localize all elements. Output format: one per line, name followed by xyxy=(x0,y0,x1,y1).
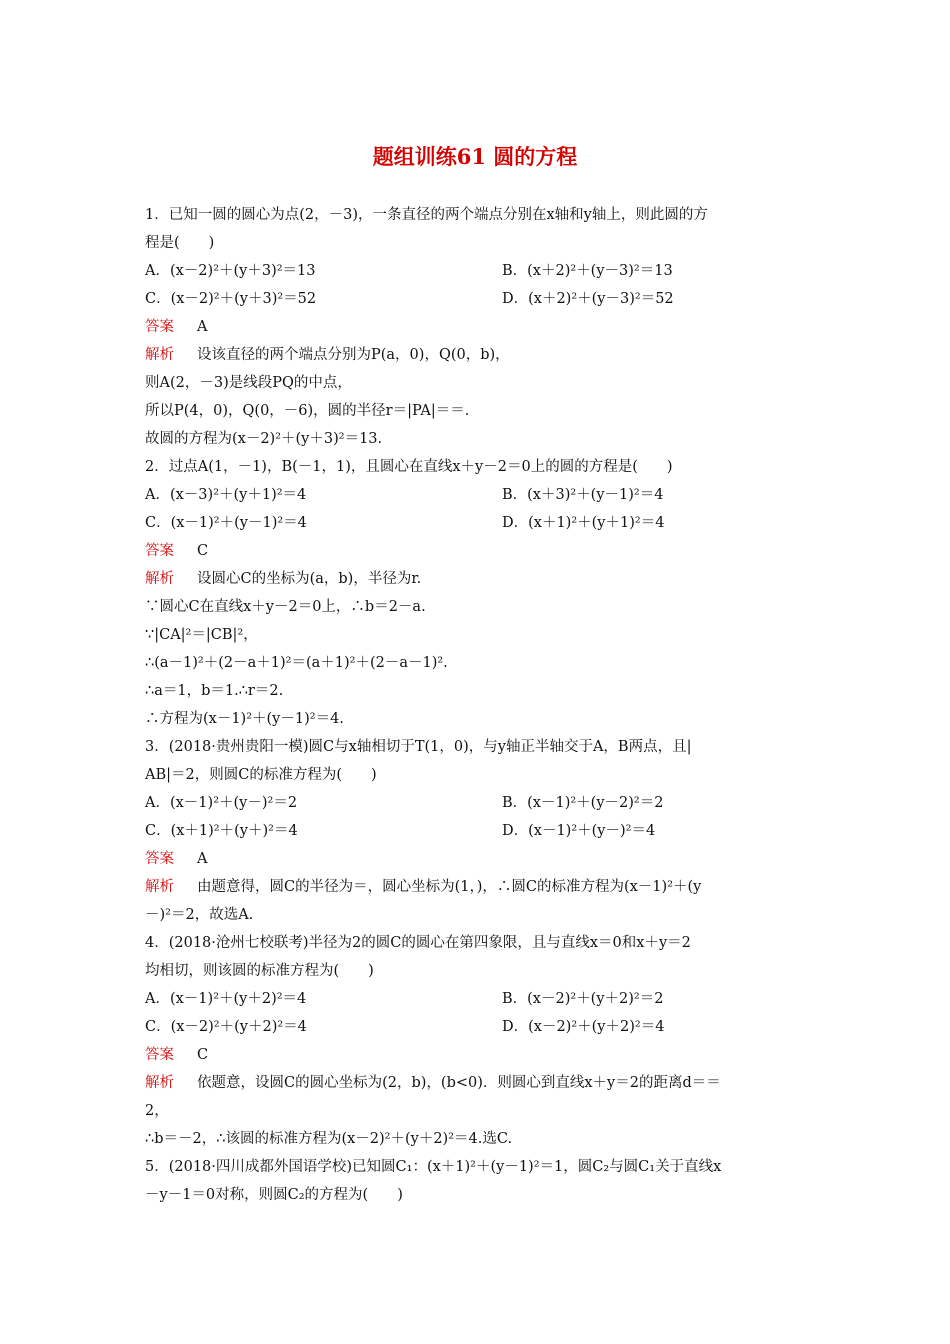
q3-stem-line-2: AB|＝2，则圆C的标准方程为( ) xyxy=(145,767,377,783)
q2-analysis-line: ∴(a－1)²＋(2－a＋1)²＝(a＋1)²＋(2－a－1)². xyxy=(145,655,448,671)
analysis-label: 解析 xyxy=(145,1075,174,1091)
q5-stem-line-1: 5．(2018·四川成都外国语学校)已知圆C₁：(x＋1)²＋(y－1)²＝1，圆C₂与圆C₁关于直线x xyxy=(145,1159,722,1175)
q2-option-d: D．(x＋1)²＋(y＋1)²＝4 xyxy=(502,515,665,531)
answer-label: 答案 xyxy=(145,543,174,559)
q1-analysis-row xyxy=(145,345,510,365)
q2-analysis-line: ∴方程为(x－1)²＋(y－1)²＝4. xyxy=(145,711,344,727)
q4-analysis-line: 2， xyxy=(145,1103,169,1119)
answer-label: 答案 xyxy=(145,1047,174,1063)
q1-option-a: A．(x－2)²＋(y＋3)²＝13 xyxy=(145,263,316,279)
q2-answer-row xyxy=(145,541,208,561)
q1-answer: A xyxy=(197,319,208,335)
q4-stem-line-2: 均相切，则该圆的标准方程为( ) xyxy=(145,963,374,979)
analysis-label: 解析 xyxy=(145,347,174,363)
q3-option-d: D．(x－1)²＋(y－)²＝4 xyxy=(502,823,656,839)
q2-stem-line-1: 2．过点A(1，－1)，B(－1，1)，且圆心在直线x＋y－2＝0上的圆的方程是( ) xyxy=(145,459,673,475)
q3-stem-line-1: 3．(2018·贵州贵阳一模)圆C与x轴相切于T(1，0)，与y轴正半轴交于A，B两点，且| xyxy=(145,739,692,755)
q1-option-c: C．(x－2)²＋(y＋3)²＝52 xyxy=(145,291,317,307)
q3-answer-row xyxy=(145,849,207,869)
q4-analysis-row xyxy=(145,1073,721,1093)
q3-option-a: A．(x－1)²＋(y－)²＝2 xyxy=(145,795,298,811)
q2-option-b: B．(x＋3)²＋(y－1)²＝4 xyxy=(502,487,664,503)
q3-analysis-line: －)²＝2，故选A. xyxy=(145,907,254,923)
q3-option-c: C．(x＋1)²＋(y＋)²＝4 xyxy=(145,823,298,839)
q2-analysis-line: 设圆心C的坐标为(a，b)，半径为r. xyxy=(197,571,422,587)
page-title: 题组训练61 圆的方程 xyxy=(372,144,578,169)
q4-option-a: A．(x－1)²＋(y＋2)²＝4 xyxy=(145,991,307,1007)
q4-answer-row xyxy=(145,1045,208,1065)
q3-option-b: B．(x－1)²＋(y－2)²＝2 xyxy=(502,795,664,811)
q4-analysis-line: 依题意，设圆C的圆心坐标为(2，b)，(b<0)．则圆心到直线x＋y＝2的距离d＝＝ xyxy=(197,1075,721,1091)
q1-analysis-line: 设该直径的两个端点分别为P(a，0)，Q(0，b)， xyxy=(197,347,510,363)
q5-stem-line-2: －y－1＝0对称，则圆C₂的方程为( ) xyxy=(145,1187,403,1203)
q4-option-c: C．(x－2)²＋(y＋2)²＝4 xyxy=(145,1019,307,1035)
answer-label: 答案 xyxy=(145,851,174,867)
q1-option-d: D．(x＋2)²＋(y－3)²＝52 xyxy=(502,291,674,307)
analysis-label: 解析 xyxy=(145,571,174,587)
q1-analysis-line: 故圆的方程为(x－2)²＋(y＋3)²＝13. xyxy=(145,431,383,447)
q4-answer: C xyxy=(197,1047,209,1063)
q3-analysis-row xyxy=(145,877,701,897)
q2-answer: C xyxy=(197,543,209,559)
analysis-label: 解析 xyxy=(145,879,174,895)
q2-option-a: A．(x－3)²＋(y＋1)²＝4 xyxy=(145,487,307,503)
q1-stem-line-2: 程是( ) xyxy=(145,235,215,251)
q1-answer-row xyxy=(145,317,207,337)
q4-stem-line-1: 4．(2018·沧州七校联考)半径为2的圆C的圆心在第四象限，且与直线x＝0和x＋y＝2 xyxy=(145,935,691,951)
q4-option-b: B．(x－2)²＋(y＋2)²＝2 xyxy=(502,991,664,1007)
q2-analysis-line: ∴a＝1，b＝1.∴r＝2. xyxy=(145,683,284,699)
q2-analysis-line: ∵|CA|²＝|CB|²， xyxy=(145,627,258,643)
q1-analysis-line: 则A(2，－3)是线段PQ的中点， xyxy=(145,375,352,391)
answer-label: 答案 xyxy=(145,319,174,335)
q3-analysis-line: 由题意得，圆C的半径为＝，圆心坐标为(1，)，∴圆C的标准方程为(x－1)²＋(y xyxy=(197,879,702,895)
q1-analysis-line: 所以P(4，0)，Q(0，－6)，圆的半径r＝|PA|＝＝. xyxy=(145,403,470,419)
q2-analysis-line: ∵圆心C在直线x＋y－2＝0上，∴b＝2－a. xyxy=(145,599,426,615)
q1-stem-line-1: 1．已知一圆的圆心为点(2，－3)，一条直径的两个端点分别在x轴和y轴上，则此圆的方 xyxy=(145,207,708,223)
q2-analysis-row xyxy=(145,569,421,589)
q4-analysis-line: ∴b＝－2，∴该圆的标准方程为(x－2)²＋(y＋2)²＝4.选C. xyxy=(145,1131,513,1147)
q2-option-c: C．(x－1)²＋(y－1)²＝4 xyxy=(145,515,307,531)
q1-option-b: B．(x＋2)²＋(y－3)²＝13 xyxy=(502,263,673,279)
q3-answer: A xyxy=(197,851,208,867)
q4-option-d: D．(x－2)²＋(y＋2)²＝4 xyxy=(502,1019,665,1035)
